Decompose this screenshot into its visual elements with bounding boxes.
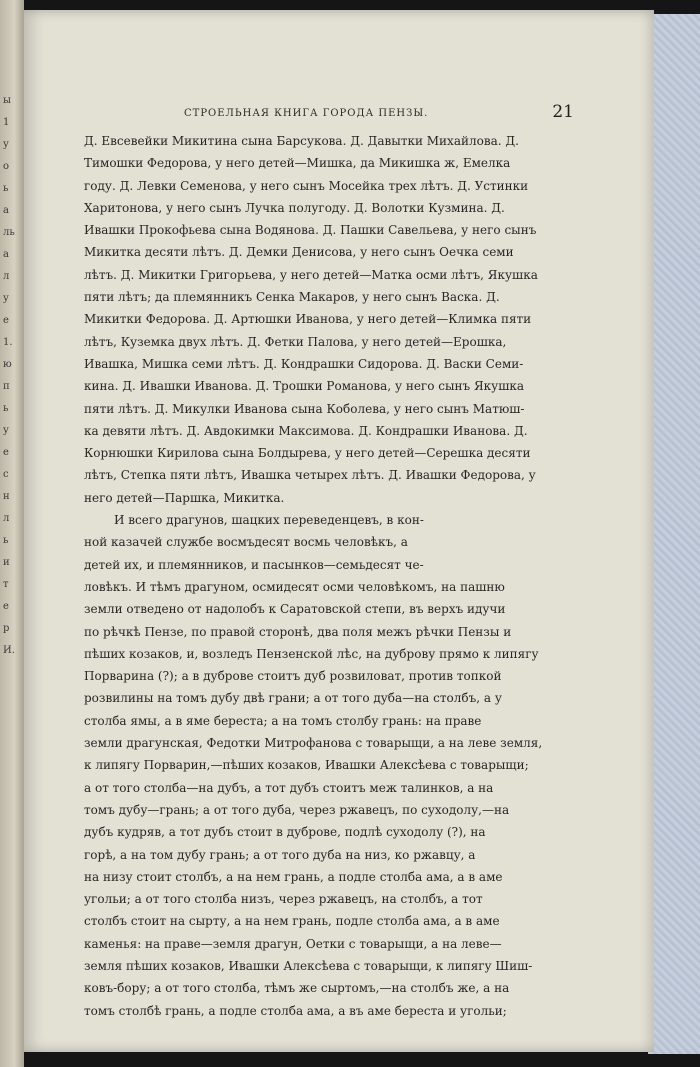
facing-page-fragment: е (3, 315, 9, 326)
facing-page-fragment: е (3, 601, 9, 612)
facing-page-fragment: ь (3, 183, 9, 194)
facing-page-edge (0, 0, 24, 1067)
facing-page-fragment: а (3, 205, 9, 216)
facing-page-fragment: у (3, 139, 9, 150)
facing-page-fragment: у (3, 425, 9, 436)
paragraph-1 (84, 130, 574, 509)
text-line: Корнюшки Кирилова сына Болдырева, у него детей—Серешка десяти (84, 446, 531, 461)
text-line: лѣтъ, Куземка двух лѣтъ. Д. Фетки Палова, у него детей—Ерошка, (84, 334, 507, 349)
text-line: Микитки Федорова. Д. Артюшки Иванова, у него детей—Климка пяти (84, 312, 532, 327)
text-line: угольи; а от того столба низъ, через ржавецъ, на столбъ, а тот (84, 892, 483, 907)
text-line: ловѣкъ. И тѣмъ драгуном, осмидесят осми человѣкомъ, на пашню (84, 579, 505, 594)
text-line: пяти лѣтъ. Д. Микулки Иванова сына Коболева, у него сынъ Матюш- (84, 401, 525, 416)
facing-page-fragment: у (3, 293, 9, 304)
book-page (24, 10, 654, 1052)
text-line: земли драгунская, Федотки Митрофанова с товарыщи, а на леве земля, (84, 736, 543, 751)
facing-page-fragment: ль (3, 227, 15, 238)
facing-page-fragment: ь (3, 535, 9, 546)
facing-page-fragment: п (3, 381, 10, 392)
text-line: а от того столба—на дубъ, а тот дубъ стоитъ меж талинков, а на (84, 780, 494, 795)
text-line: пѣших козаков, и, возледъ Пензенской лѣс, на дуброву прямо к липягу (84, 646, 539, 661)
facing-page-fragment: ы (3, 95, 11, 106)
text-line: каменья: на праве—земля драгун, Оетки с товарыщи, а на леве— (84, 936, 502, 951)
text-line: него детей—Паршка, Микитка. (84, 490, 285, 505)
text-line: земли отведено от надолобъ к Саратовской степи, въ верхъ идучи (84, 602, 506, 617)
body-text (84, 130, 574, 1022)
facing-page-fragment: л (3, 271, 10, 282)
facing-page-fragment: л (3, 513, 10, 524)
text-line: томъ дубу—грань; а от того дуба, через ржавецъ, по суходолу,—на (84, 802, 510, 817)
facing-page-fragment: о (3, 161, 10, 172)
text-line: Ивашки Прокофьева сына Водянова. Д. Пашки Савельева, у него сынъ (84, 223, 537, 238)
text-line: пяти лѣтъ; да племянникъ Сенка Макаров, у него сынъ Васка. Д. (84, 290, 500, 305)
facing-page-fragment: и (3, 557, 10, 568)
text-line: кина. Д. Ивашки Иванова. Д. Трошки Романова, у него сынъ Якушка (84, 379, 525, 394)
text-line: Д. Евсевейки Микитина сына Барсукова. Д. Давытки Михайлова. Д. (84, 134, 519, 148)
text-line: Порварина (?); а в дуброве стоитъ дуб розвиловат, против топкой (84, 669, 502, 684)
facing-page-fragment: И. (3, 645, 15, 656)
text-line: горѣ, а на том дубу грань; а от того дуба на низ, ко ржавцу, а (84, 847, 476, 862)
text-line: детей их, и племянников, и пасынков—семьдесят че- (84, 557, 424, 572)
paragraph-2 (84, 509, 574, 1022)
text-line: лѣтъ, Степка пяти лѣтъ, Ивашка четырех лѣтъ. Д. Ивашки Федорова, у (84, 468, 536, 483)
page-number: 21 (552, 102, 574, 122)
text-line: на низу стоит столбъ, а на нем грань, а подле столба ама, а в аме (84, 869, 503, 884)
text-line: томъ столбѣ грань, а подле столба ама, а въ аме береста и угольи; (84, 1003, 507, 1018)
text-line: Тимошки Федорова, у него детей—Мишка, да Микишка ж, Емелка (84, 156, 511, 171)
running-title: СТРОЕЛЬНАЯ КНИГА ГОРОДА ПЕНЗЫ. (184, 108, 429, 119)
facing-page-fragment: 1 (3, 117, 10, 128)
text-line: розвилины на томъ дубу двѣ грани; а от того дуба—на столбъ, а у (84, 691, 502, 706)
facing-page-fragment: ю (3, 359, 12, 370)
facing-page-fragment: р (3, 623, 10, 634)
facing-page-fragment: а (3, 249, 9, 260)
facing-page-fragment: е (3, 447, 9, 458)
text-line: столба ямы, а в яме береста; а на томъ столбу грань: на праве (84, 713, 482, 728)
text-line: по рѣчкѣ Пензе, по правой сторонѣ, два поля межъ рѣчки Пензы и (84, 624, 512, 639)
text-line: Микитка десяти лѣтъ. Д. Демки Денисова, у него сынъ Оечка семи (84, 245, 514, 260)
text-line: ковъ-бору; а от того столба, тѣмъ же сыртомъ,—на столбъ же, а на (84, 981, 510, 996)
running-header (94, 100, 574, 126)
facing-page-fragment: т (3, 579, 9, 590)
text-line: Харитонова, у него сынъ Лучка полугоду. Д. Волотки Кузмина. Д. (84, 200, 505, 215)
text-line: Ивашка, Мишка семи лѣтъ. Д. Кондрашки Сидорова. Д. Васки Семи- (84, 356, 524, 371)
text-line: к липягу Порварин,—пѣших козаков, Ивашки Алексѣева с товарыщи; (84, 758, 529, 773)
text-line: ка девяти лѣтъ. Д. Авдокимки Максимова. Д. Кондрашки Иванова. Д. (84, 423, 528, 438)
facing-page-fragment: н (3, 491, 10, 502)
text-line: дубъ кудряв, а тот дубъ стоит в дуброве, подлѣ суходолу (?), на (84, 825, 486, 840)
text-line: году. Д. Левки Семенова, у него сынъ Мосейка трех лѣтъ. Д. Устинки (84, 178, 529, 193)
facing-page-fragment: 1. (3, 337, 13, 348)
facing-page-fragment: ь (3, 403, 9, 414)
text-line: столбъ стоит на сырту, а на нем грань, подле столба ама, а в аме (84, 914, 500, 929)
text-line: земля пѣших козаков, Ивашки Алексѣева с товарыщи, к липягу Шиш- (84, 958, 533, 973)
text-line: ной казачей службе восмъдесят восмь человѣкъ, а (84, 535, 408, 550)
text-line: И всего драгунов, шацких переведенцевъ, в кон- (114, 513, 424, 528)
blue-endpaper-edge (648, 14, 700, 1054)
facing-page-fragment: с (3, 469, 9, 480)
text-line: лѣтъ. Д. Микитки Григорьева, у него детей—Матка осми лѣтъ, Якушка (84, 267, 538, 282)
